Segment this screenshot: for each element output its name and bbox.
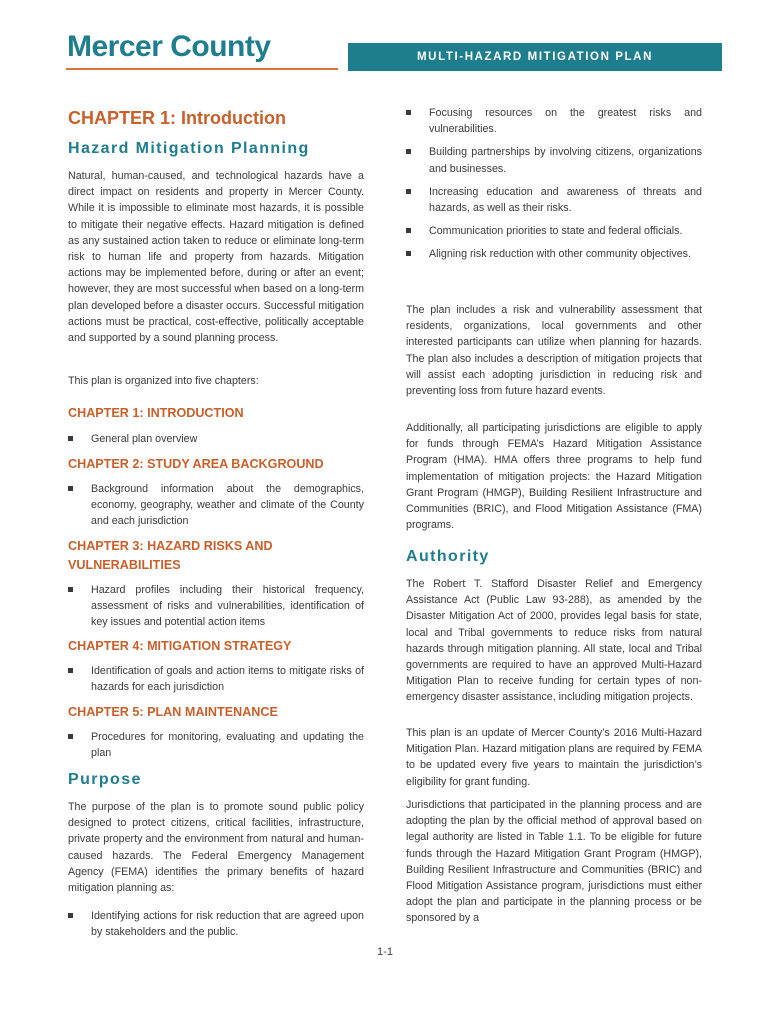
square-bullet-icon: [68, 668, 73, 673]
square-bullet-icon: [68, 436, 73, 441]
square-bullet-icon: [406, 251, 411, 256]
plan-update-paragraph: This plan is an update of Mercer County’s 2016 Multi-Hazard Mitigation Plan. Hazard mitigation plans are required by FEMA to be updated every five years to maintain the jurisdiction’s eligibility for grant funding.: [406, 727, 702, 788]
list-item: [406, 223, 702, 239]
list-item: [68, 729, 364, 761]
county-title: Mercer County: [67, 30, 271, 63]
authority-heading: Authority: [406, 548, 490, 565]
purpose-heading: Purpose: [68, 771, 142, 788]
chapter-1-bullets: [68, 431, 364, 447]
organized-paragraph: This plan is organized into five chapters:: [68, 375, 259, 387]
chapter-5-heading: CHAPTER 5: PLAN MAINTENANCE: [68, 705, 278, 719]
list-item-text: Aligning risk reduction with other community objectives.: [429, 248, 691, 261]
list-item: [406, 144, 702, 176]
square-bullet-icon: [406, 228, 411, 233]
list-item-text: General plan overview: [91, 433, 198, 445]
list-item-text: Background information about the demographics, economy, geography, weather and climate of the County and each jurisdiction: [91, 483, 364, 528]
intro-paragraph: Natural, human-caused, and technological hazards have a direct impact on residents and property in Mercer County. While it is impossible to eliminate most hazards, it is possible to mitigate their negative effects. Hazard mitigation is defined as any sustained action taken to reduce or eliminate long-term risk to human life and property from hazards. Mitigation actions may be implemented before, during or after an event; however, they are most successful when based on a long-term plan developed before a disaster occurs. Successful mitigation actions must be practical, cost-effective, politically acceptable and supported by a sound planning process.: [68, 170, 364, 345]
chapter-1-heading: CHAPTER 1: INTRODUCTION: [68, 406, 244, 420]
chapter-2-bullets: [68, 481, 364, 530]
purpose-bullets: [68, 908, 364, 940]
list-item: [406, 184, 702, 216]
square-bullet-icon: [68, 913, 73, 918]
list-item-text: Increasing education and awareness of threats and hazards, as well as their risks.: [429, 185, 702, 215]
page-number: 1-1: [377, 946, 393, 958]
list-item-text: Hazard profiles including their historical frequency, assessment of risks and vulnerabilities, identification of key issues and potential action items: [91, 584, 364, 629]
list-item: [406, 246, 702, 262]
hazard-mitigation-heading: Hazard Mitigation Planning: [68, 140, 310, 157]
chapter-3-heading: CHAPTER 3: HAZARD RISKS AND VULNERABILITIES: [68, 539, 273, 572]
list-item-text: Procedures for monitoring, evaluating and updating the plan: [91, 731, 364, 760]
list-item: [68, 431, 364, 447]
chapter-title: CHAPTER 1: Introduction: [68, 108, 286, 128]
list-item: [68, 481, 364, 530]
list-item: [68, 663, 364, 695]
list-item: [406, 105, 702, 137]
benefit-bullets: [406, 105, 702, 263]
chapter-4-heading: CHAPTER 4: MITIGATION STRATEGY: [68, 639, 292, 653]
list-item-text: Communication priorities to state and federal officials.: [429, 225, 683, 238]
list-item-text: Building partnerships by involving citizens, organizations and businesses.: [429, 146, 702, 175]
square-bullet-icon: [68, 486, 73, 491]
list-item: [68, 582, 364, 631]
square-bullet-icon: [406, 189, 411, 194]
list-item: [68, 908, 364, 940]
plan-banner: MULTI-HAZARD MITIGATION PLAN: [348, 43, 722, 71]
chapter-4-bullets: [68, 663, 364, 695]
title-underline: [66, 68, 338, 70]
jurisdictions-paragraph: Jurisdictions that participated in the planning process and are adopting the plan by the official method of approval based on legal authority are listed in Table 1.1. To be eligible for future funds through the Hazard Mitigation Grant Program (HMGP), Building Resilient Infrastructure and Communities (BRIC) and Flood Mitigation Assistance program, jurisdictions must either adopt the plan and participate in the planning process or be sponsored by a: [406, 799, 702, 925]
list-item-text: Identification of goals and action items to mitigate risks of hazards for each jurisdiction: [91, 665, 364, 694]
eligibility-paragraph: Additionally, all participating jurisdictions are eligible to apply for funds through FEMA’s Hazard Mitigation Assistance Program (HMA). HMA offers three programs to help fund implementation of mitigation projects: the Hazard Mitigation Grant Program (HMGP), Building Resilient Infrastructure and Communities (BRIC), and Flood Mitigation Assistance (FMA) programs.: [406, 422, 702, 532]
page-header: [0, 0, 770, 75]
list-item-text: Identifying actions for risk reduction that are agreed upon by stakeholders and the public.: [91, 910, 364, 939]
square-bullet-icon: [406, 110, 411, 115]
risk-assessment-paragraph: The plan includes a risk and vulnerability assessment that residents, organizations, local governments and other interested participants can utilize when planning for hazards. The plan also includes a description of mitigation projects that will assist each adopting jurisdiction in reducing risk and preventing loss from future hazard events.: [406, 304, 702, 398]
list-item-text: Focusing resources on the greatest risks and vulnerabilities.: [429, 107, 702, 136]
purpose-paragraph: The purpose of the plan is to promote sound public policy designed to protect citizens, critical facilities, infrastructure, private property and the environment from natural and human-caused hazards. The Federal Emergency Management Agency (FEMA) identifies the primary benefits of hazard mitigation planning as:: [68, 801, 364, 895]
chapter-2-heading: CHAPTER 2: STUDY AREA BACKGROUND: [68, 457, 324, 471]
chapter-5-bullets: [68, 729, 364, 761]
square-bullet-icon: [68, 734, 73, 739]
stafford-act-paragraph: The Robert T. Stafford Disaster Relief and Emergency Assistance Act (Public Law 93-288), as amended by the Disaster Mitigation Act of 2000, provides legal basis for state, local and Tribal governments to reduce risks from natural hazards through mitigation planning. All state, local and Tribal governments are required to have an approved Multi-Hazard Mitigation Plan to receive funding for certain types of non-emergency disaster assistance, including mitigation projects.: [406, 578, 702, 704]
square-bullet-icon: [406, 149, 411, 154]
square-bullet-icon: [68, 587, 73, 592]
chapter-3-bullets: [68, 582, 364, 631]
